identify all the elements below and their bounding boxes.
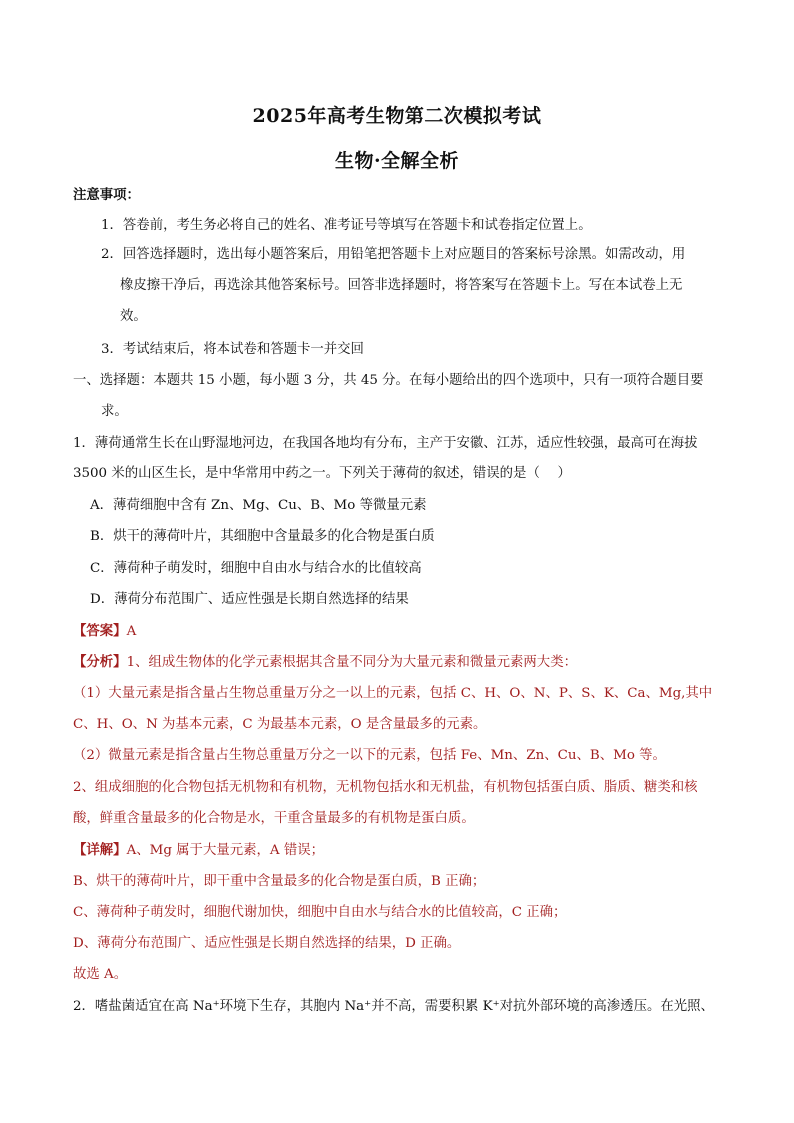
- detail-text-1: A、Mg 属于大量元素，A 错误；: [126, 843, 324, 858]
- question-2-stem: 2．嗜盐菌适宜在高 Na⁺环境下生存，其胞内 Na⁺并不高，需要积累 K⁺对抗外部环境的高渗透压。在光照、: [73, 999, 714, 1014]
- analysis-line-5: 2、组成细胞的化合物包括无机物和有机物，无机物包括水和无机盐，有机物包括蛋白质、脂质、糖类和核: [73, 780, 698, 795]
- notice-item-3: 3．考试结束后，将本试卷和答题卡一并交回: [101, 342, 364, 357]
- analysis-text-1: 1、组成生物体的化学元素根据其含量不同分为大量元素和微量元素两大类：: [126, 655, 577, 670]
- analysis-tag: 【分析】: [73, 654, 127, 670]
- question-1-stem-cont: 3500 米的山区生长，是中华常用中药之一。下列关于薄荷的叙述，错误的是（ ）: [73, 466, 571, 481]
- page-subtitle: 生物·全解全析: [334, 150, 460, 172]
- detail-tag: 【详解】: [73, 842, 127, 858]
- option-d: D．薄荷分布范围广、适应性强是长期自然选择的结果: [90, 592, 409, 607]
- notice-item-2-cont: 橡皮擦干净后，再选涂其他答案标号。回答非选择题时，将答案写在答题卡上。写在本试卷上无: [120, 278, 683, 293]
- conclusion: 故选 A。: [73, 967, 128, 982]
- option-b: B．烘干的薄荷叶片，其细胞中含量最多的化合物是蛋白质: [90, 529, 435, 544]
- analysis-line-6: 酸，鲜重含量最多的化合物是水，干重含量最多的有机物是蛋白质。: [73, 811, 475, 826]
- section-heading-cont: 求。: [101, 404, 128, 419]
- detail-line-3: C、薄荷种子萌发时，细胞代谢加快，细胞中自由水与结合水的比值较高，C 正确；: [73, 905, 567, 920]
- option-c: C．薄荷种子萌发时，细胞中自由水与结合水的比值较高: [90, 561, 422, 576]
- analysis-line-2: （1）大量元素是指含量占生物总重量万分之一以上的元素，包括 C、H、O、N、P、S、K、Ca、Mg,其中: [73, 686, 713, 701]
- answer-value: A: [126, 624, 137, 639]
- detail-line-1: [73, 841, 324, 860]
- analysis-line-4: （2）微量元素是指含量占生物总重量万分之一以下的元素，包括 Fe、Mn、Zn、Cu、B、Mo 等。: [73, 748, 666, 763]
- notice-heading: 注意事项：: [73, 187, 140, 203]
- detail-line-2: B、烘干的薄荷叶片，即干重中含量最多的化合物是蛋白质，B 正确；: [73, 874, 486, 889]
- answer-tag: 【答案】: [73, 623, 127, 639]
- option-a: A．薄荷细胞中含有 Zn、Mg、Cu、B、Mo 等微量元素: [90, 498, 427, 513]
- question-1-stem: 1．薄荷通常生长在山野湿地河边，在我国各地均有分布，主产于安徽、江苏，适应性较强，最高可在海拔: [73, 436, 698, 451]
- answer-line: [73, 622, 136, 641]
- analysis-line-1: [73, 653, 577, 672]
- page-title: 2025年高考生物第二次模拟考试: [252, 105, 542, 127]
- notice-item-2-end: 效。: [120, 309, 147, 324]
- notice-item-2: 2．回答选择题时，选出每小题答案后，用铅笔把答题卡上对应题目的答案标号涂黑。如需改动，用: [101, 247, 686, 262]
- section-heading: 一、选择题：本题共 15 小题，每小题 3 分，共 45 分。在每小题给出的四个选项中，只有一项符合题目要: [73, 373, 704, 388]
- notice-item-1: 1．答卷前，考生务必将自己的姓名、准考证号等填写在答题卡和试卷指定位置上。: [101, 218, 592, 233]
- detail-line-4: D、薄荷分布范围广、适应性强是长期自然选择的结果，D 正确。: [73, 936, 461, 951]
- analysis-line-3: C、H、O、N 为基本元素，C 为最基本元素，O 是含量最多的元素。: [73, 717, 487, 732]
